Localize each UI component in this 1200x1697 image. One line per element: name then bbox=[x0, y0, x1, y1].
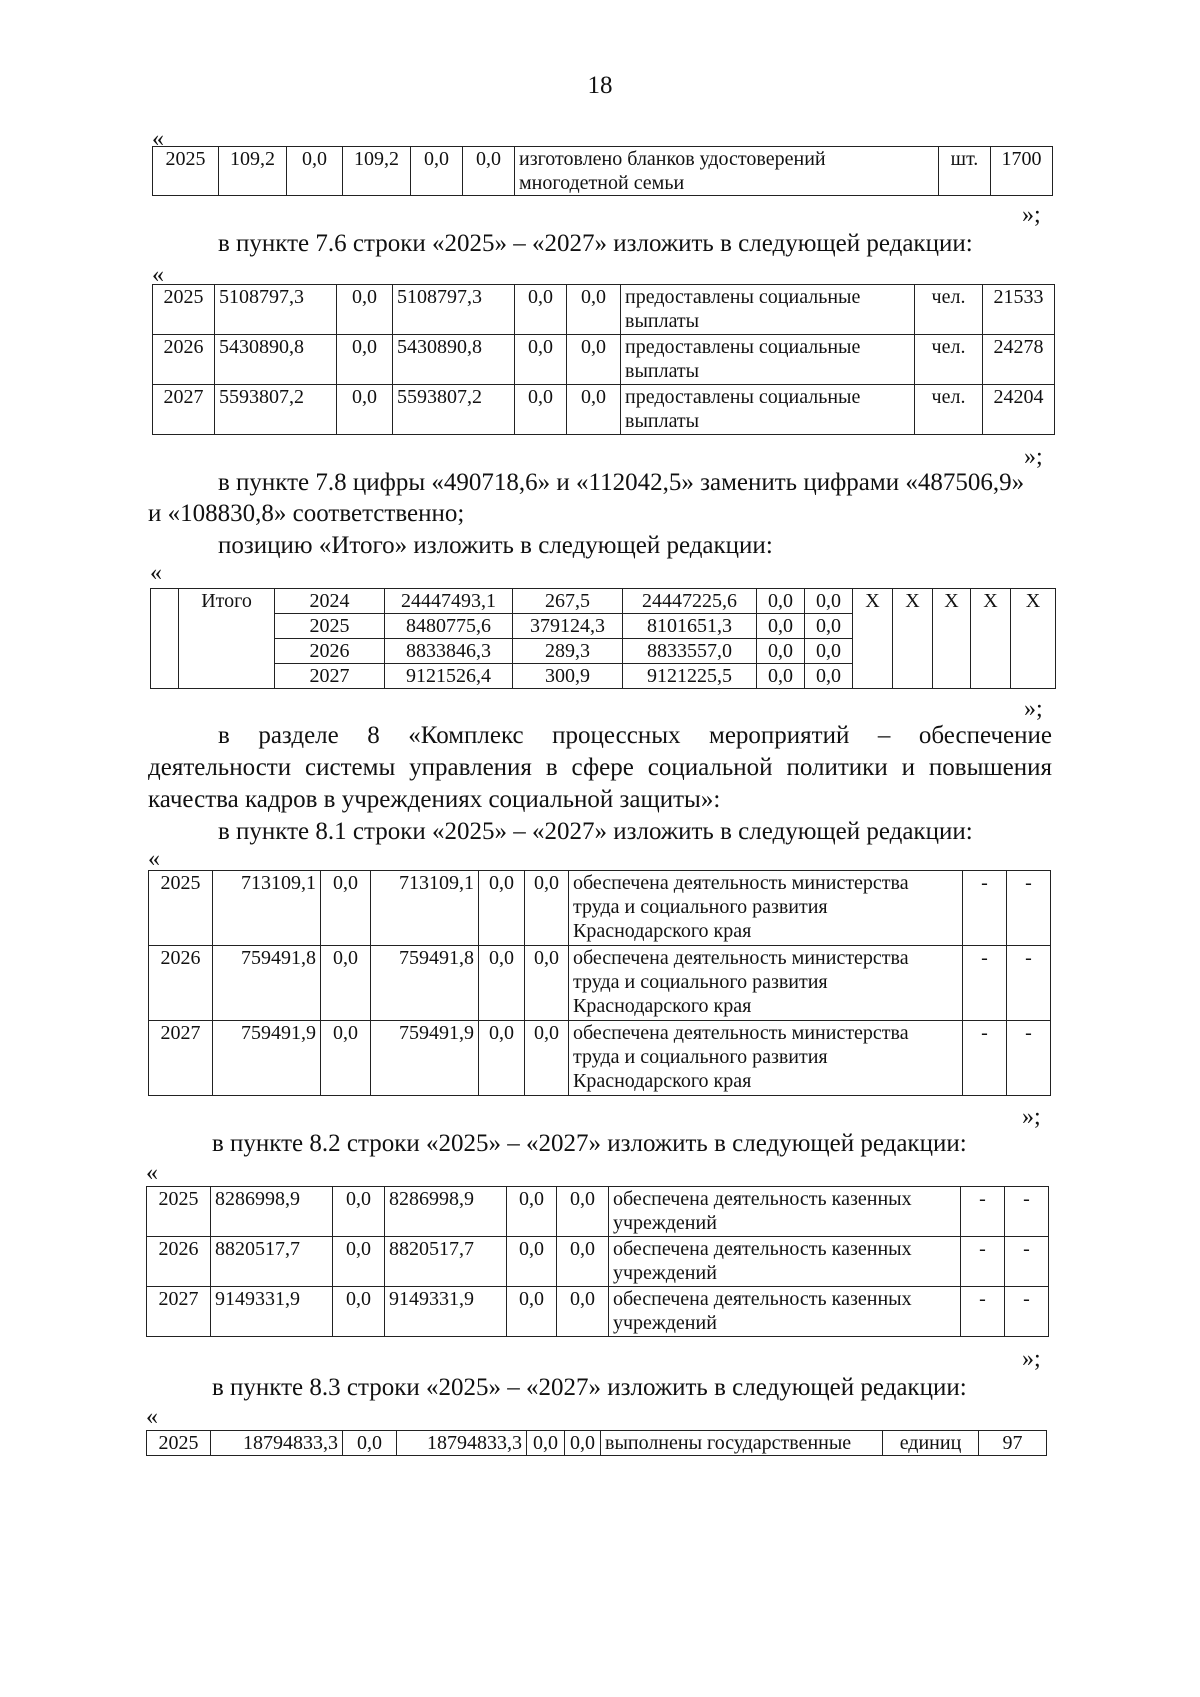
year-cell: 2025 bbox=[147, 1431, 211, 1456]
total-cell: 8833846,3 bbox=[385, 639, 513, 664]
close-quote: »; bbox=[1024, 444, 1043, 470]
total-cell: 713109,1 bbox=[213, 871, 321, 946]
value-cell: 0,0 bbox=[321, 1021, 371, 1096]
paragraph-section-8-cont: деятельности системы управления в сфере социальной политики и повышения bbox=[148, 754, 1052, 781]
value-cell: 0,0 bbox=[757, 639, 805, 664]
table-row bbox=[153, 385, 1055, 435]
paragraph-8-2: в пункте 8.2 строки «2025» – «2027» изложить в следующей редакции: bbox=[212, 1130, 967, 1157]
year-cell: 2024 bbox=[275, 589, 385, 614]
value-cell: 0,0 bbox=[321, 871, 371, 946]
qty-cell: 24278 bbox=[983, 335, 1055, 385]
unit-cell: - bbox=[963, 946, 1007, 1021]
qty-cell: - bbox=[1007, 946, 1051, 1021]
table-itogo bbox=[150, 588, 1056, 689]
x-mark-cell: X bbox=[1011, 589, 1056, 689]
value-cell: 0,0 bbox=[567, 385, 621, 435]
total-cell: 8820517,7 bbox=[211, 1237, 333, 1287]
open-quote: « bbox=[146, 1404, 158, 1430]
qty-cell: - bbox=[1005, 1237, 1049, 1287]
unit-cell: - bbox=[963, 871, 1007, 946]
table-row bbox=[151, 589, 1056, 614]
table-row bbox=[149, 871, 1051, 946]
unit-cell: чел. bbox=[915, 285, 983, 335]
value-cell: 0,0 bbox=[805, 589, 853, 614]
value-cell: 0,0 bbox=[757, 664, 805, 689]
table-ministry-activity bbox=[148, 870, 1051, 1096]
value-cell: 9121225,5 bbox=[623, 664, 757, 689]
year-cell: 2027 bbox=[149, 1021, 213, 1096]
year-cell: 2026 bbox=[153, 335, 215, 385]
value-cell: 0,0 bbox=[463, 147, 515, 196]
close-quote: »; bbox=[1022, 202, 1041, 228]
table-row bbox=[147, 1187, 1049, 1237]
value-cell: 5593807,2 bbox=[393, 385, 515, 435]
unit-cell: - bbox=[961, 1237, 1005, 1287]
value-cell: 0,0 bbox=[525, 1021, 569, 1096]
value-cell: 0,0 bbox=[337, 285, 393, 335]
total-cell: 24447493,1 bbox=[385, 589, 513, 614]
result-cell: обеспечена деятельность министерства труда и социального развития Краснодарского края bbox=[569, 871, 963, 946]
value-cell: 0,0 bbox=[557, 1287, 609, 1337]
value-cell: 5108797,3 bbox=[393, 285, 515, 335]
year-cell: 2026 bbox=[275, 639, 385, 664]
value-cell: 759491,8 bbox=[371, 946, 479, 1021]
value-cell: 0,0 bbox=[343, 1431, 397, 1456]
value-cell: 0,0 bbox=[515, 385, 567, 435]
close-quote: »; bbox=[1022, 1104, 1041, 1130]
value-cell: 24447225,6 bbox=[623, 589, 757, 614]
year-cell: 2025 bbox=[149, 871, 213, 946]
unit-cell: единиц bbox=[883, 1431, 979, 1456]
value-cell: 18794833,3 bbox=[397, 1431, 527, 1456]
value-cell: 0,0 bbox=[757, 589, 805, 614]
qty-cell: 24204 bbox=[983, 385, 1055, 435]
value-cell: 0,0 bbox=[525, 946, 569, 1021]
open-quote: « bbox=[146, 1160, 158, 1186]
year-cell: 2026 bbox=[147, 1237, 211, 1287]
total-cell: 5593807,2 bbox=[215, 385, 337, 435]
result-cell: обеспечена деятельность казенных учреждений bbox=[609, 1187, 961, 1237]
x-mark-cell: X bbox=[933, 589, 971, 689]
table-social-payments bbox=[152, 284, 1055, 435]
result-cell: предоставлены социальные выплаты bbox=[621, 285, 915, 335]
value-cell: 0,0 bbox=[507, 1187, 557, 1237]
value-cell: 0,0 bbox=[525, 871, 569, 946]
open-quote: « bbox=[148, 846, 160, 872]
table-row bbox=[153, 285, 1055, 335]
result-cell: обеспечена деятельность министерства труда и социального развития Краснодарского края bbox=[569, 1021, 963, 1096]
total-cell: 109,2 bbox=[219, 147, 287, 196]
value-cell: 0,0 bbox=[805, 614, 853, 639]
year-cell: 2025 bbox=[275, 614, 385, 639]
x-mark-cell: X bbox=[893, 589, 933, 689]
table-state-institutions bbox=[146, 1186, 1049, 1337]
year-cell: 2027 bbox=[147, 1287, 211, 1337]
value-cell: 0,0 bbox=[333, 1237, 385, 1287]
value-cell: 0,0 bbox=[567, 285, 621, 335]
table-row bbox=[149, 946, 1051, 1021]
value-cell: 0,0 bbox=[479, 946, 525, 1021]
unit-cell: чел. bbox=[915, 335, 983, 385]
close-quote: »; bbox=[1024, 696, 1043, 722]
result-cell: обеспечена деятельность министерства труда и социального развития Краснодарского края bbox=[569, 946, 963, 1021]
value-cell: 713109,1 bbox=[371, 871, 479, 946]
empty-cell bbox=[151, 589, 179, 689]
unit-cell: - bbox=[961, 1287, 1005, 1337]
unit-cell: шт. bbox=[939, 147, 991, 196]
result-cell: изготовлено бланков удостоверений многодетной семьи bbox=[515, 147, 939, 196]
x-mark-cell: X bbox=[853, 589, 893, 689]
table-row bbox=[149, 1021, 1051, 1096]
year-cell: 2025 bbox=[153, 285, 215, 335]
result-cell: обеспечена деятельность казенных учреждений bbox=[609, 1237, 961, 1287]
value-cell: 759491,9 bbox=[371, 1021, 479, 1096]
value-cell: 0,0 bbox=[757, 614, 805, 639]
value-cell: 8833557,0 bbox=[623, 639, 757, 664]
total-cell: 9121526,4 bbox=[385, 664, 513, 689]
itogo-label: Итого bbox=[179, 589, 275, 689]
year-cell: 2026 bbox=[149, 946, 213, 1021]
table-state-services bbox=[146, 1430, 1047, 1456]
unit-cell: - bbox=[963, 1021, 1007, 1096]
total-cell: 5430890,8 bbox=[215, 335, 337, 385]
table-row bbox=[147, 1431, 1047, 1456]
result-cell: выполнены государственные bbox=[601, 1431, 883, 1456]
value-cell: 0,0 bbox=[507, 1237, 557, 1287]
year-cell: 2027 bbox=[153, 385, 215, 435]
value-cell: 0,0 bbox=[515, 335, 567, 385]
value-cell: 8286998,9 bbox=[385, 1187, 507, 1237]
value-cell: 0,0 bbox=[333, 1287, 385, 1337]
total-cell: 18794833,3 bbox=[211, 1431, 343, 1456]
paragraph-7-8-cont: и «108830,8» соответственно; bbox=[148, 500, 465, 527]
value-cell: 8820517,7 bbox=[385, 1237, 507, 1287]
value-cell: 0,0 bbox=[515, 285, 567, 335]
qty-cell: 97 bbox=[979, 1431, 1047, 1456]
paragraph-8-3: в пункте 8.3 строки «2025» – «2027» изложить в следующей редакции: bbox=[212, 1374, 967, 1401]
unit-cell: чел. bbox=[915, 385, 983, 435]
value-cell: 0,0 bbox=[805, 664, 853, 689]
table-row bbox=[153, 335, 1055, 385]
open-quote: « bbox=[152, 262, 164, 288]
value-cell: 0,0 bbox=[337, 385, 393, 435]
paragraph-8-1: в пункте 8.1 строки «2025» – «2027» изложить в следующей редакции: bbox=[218, 818, 973, 845]
qty-cell: - bbox=[1007, 871, 1051, 946]
qty-cell: - bbox=[1005, 1187, 1049, 1237]
value-cell: 0,0 bbox=[565, 1431, 601, 1456]
value-cell: 0,0 bbox=[479, 1021, 525, 1096]
total-cell: 5108797,3 bbox=[215, 285, 337, 335]
total-cell: 759491,8 bbox=[213, 946, 321, 1021]
value-cell: 300,9 bbox=[513, 664, 623, 689]
year-cell: 2027 bbox=[275, 664, 385, 689]
value-cell: 267,5 bbox=[513, 589, 623, 614]
value-cell: 9149331,9 bbox=[385, 1287, 507, 1337]
table-row bbox=[147, 1237, 1049, 1287]
result-cell: обеспечена деятельность казенных учреждений bbox=[609, 1287, 961, 1337]
value-cell: 109,2 bbox=[343, 147, 411, 196]
paragraph-7-8: в пункте 7.8 цифры «490718,6» и «112042,5» заменить цифрами «487506,9» bbox=[218, 469, 1025, 496]
open-quote: « bbox=[150, 560, 162, 586]
paragraph-7-6: в пункте 7.6 строки «2025» – «2027» изложить в следующей редакции: bbox=[218, 230, 973, 257]
value-cell: 0,0 bbox=[337, 335, 393, 385]
x-mark-cell: X bbox=[971, 589, 1011, 689]
table-family-forms bbox=[152, 146, 1053, 196]
result-cell: предоставлены социальные выплаты bbox=[621, 335, 915, 385]
paragraph-itogo: позицию «Итого» изложить в следующей редакции: bbox=[218, 532, 773, 559]
qty-cell: 21533 bbox=[983, 285, 1055, 335]
paragraph-section-8-end: качества кадров в учреждениях социальной защиты»: bbox=[148, 786, 721, 813]
value-cell: 0,0 bbox=[411, 147, 463, 196]
year-cell: 2025 bbox=[153, 147, 219, 196]
close-quote: »; bbox=[1022, 1346, 1041, 1372]
value-cell: 8101651,3 bbox=[623, 614, 757, 639]
value-cell: 0,0 bbox=[527, 1431, 565, 1456]
value-cell: 0,0 bbox=[333, 1187, 385, 1237]
qty-cell: - bbox=[1007, 1021, 1051, 1096]
open-quote: « bbox=[152, 126, 164, 152]
table-row bbox=[147, 1287, 1049, 1337]
value-cell: 0,0 bbox=[479, 871, 525, 946]
total-cell: 8286998,9 bbox=[211, 1187, 333, 1237]
table-row bbox=[153, 147, 1053, 196]
qty-cell: - bbox=[1005, 1287, 1049, 1337]
result-cell: предоставлены социальные выплаты bbox=[621, 385, 915, 435]
total-cell: 9149331,9 bbox=[211, 1287, 333, 1337]
total-cell: 8480775,6 bbox=[385, 614, 513, 639]
value-cell: 0,0 bbox=[557, 1187, 609, 1237]
paragraph-section-8: в разделе 8 «Комплекс процессных мероприятий – обеспечение bbox=[218, 722, 1052, 749]
total-cell: 759491,9 bbox=[213, 1021, 321, 1096]
unit-cell: - bbox=[961, 1187, 1005, 1237]
value-cell: 0,0 bbox=[287, 147, 343, 196]
value-cell: 0,0 bbox=[507, 1287, 557, 1337]
value-cell: 289,3 bbox=[513, 639, 623, 664]
value-cell: 379124,3 bbox=[513, 614, 623, 639]
value-cell: 0,0 bbox=[567, 335, 621, 385]
page-number: 18 bbox=[587, 72, 613, 99]
qty-cell: 1700 bbox=[991, 147, 1053, 196]
value-cell: 0,0 bbox=[805, 639, 853, 664]
year-cell: 2025 bbox=[147, 1187, 211, 1237]
value-cell: 0,0 bbox=[557, 1237, 609, 1287]
value-cell: 5430890,8 bbox=[393, 335, 515, 385]
value-cell: 0,0 bbox=[321, 946, 371, 1021]
